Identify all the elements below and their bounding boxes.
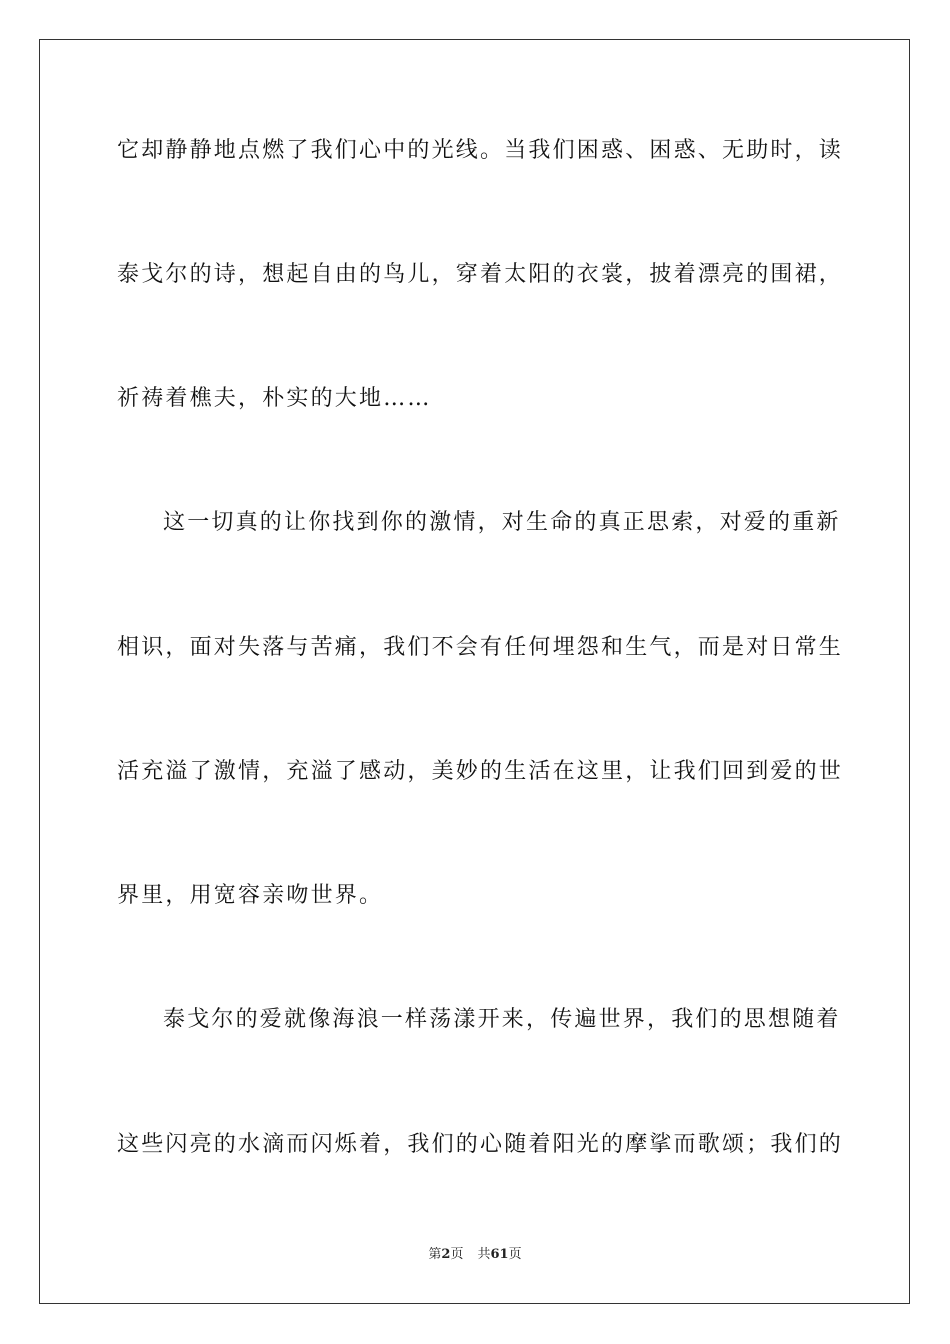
total-suffix: 页 [508, 1247, 522, 1262]
total-prefix: 共 [477, 1247, 491, 1262]
page-number: 2 [441, 1247, 451, 1262]
page-footer [0, 1246, 950, 1264]
paragraph-line: 界里，用宽容亲吻世界。 [117, 883, 384, 908]
paragraph-line: 相识，面对失落与苦痛，我们不会有任何埋怨和生气，而是对日常生 [117, 635, 844, 660]
paragraph-line: 泰戈尔的诗，想起自由的鸟儿，穿着太阳的衣裳，披着漂亮的围裙， [117, 262, 844, 287]
page-border [39, 39, 910, 1304]
paragraph-line: 这一切真的让你找到你的激情，对生命的真正思索，对爱的重新 [163, 510, 841, 535]
paragraph-line: 它却静静地点燃了我们心中的光线。当我们困惑、困惑、无助时，读 [117, 138, 844, 163]
total-pages: 61 [490, 1247, 509, 1262]
paragraph-line: 祈祷着樵夫，朴实的大地…… [117, 386, 432, 411]
page-suffix: 页 [450, 1247, 464, 1262]
paragraph-line: 这些闪亮的水滴而闪烁着，我们的心随着阳光的摩挲而歌颂；我们的 [117, 1132, 844, 1157]
page-prefix: 第 [428, 1247, 442, 1262]
paragraph-line: 活充溢了激情，充溢了感动，美妙的生活在这里，让我们回到爱的世 [117, 759, 844, 784]
paragraph-line: 泰戈尔的爱就像海浪一样荡漾开来，传遍世界，我们的思想随着 [163, 1007, 841, 1032]
